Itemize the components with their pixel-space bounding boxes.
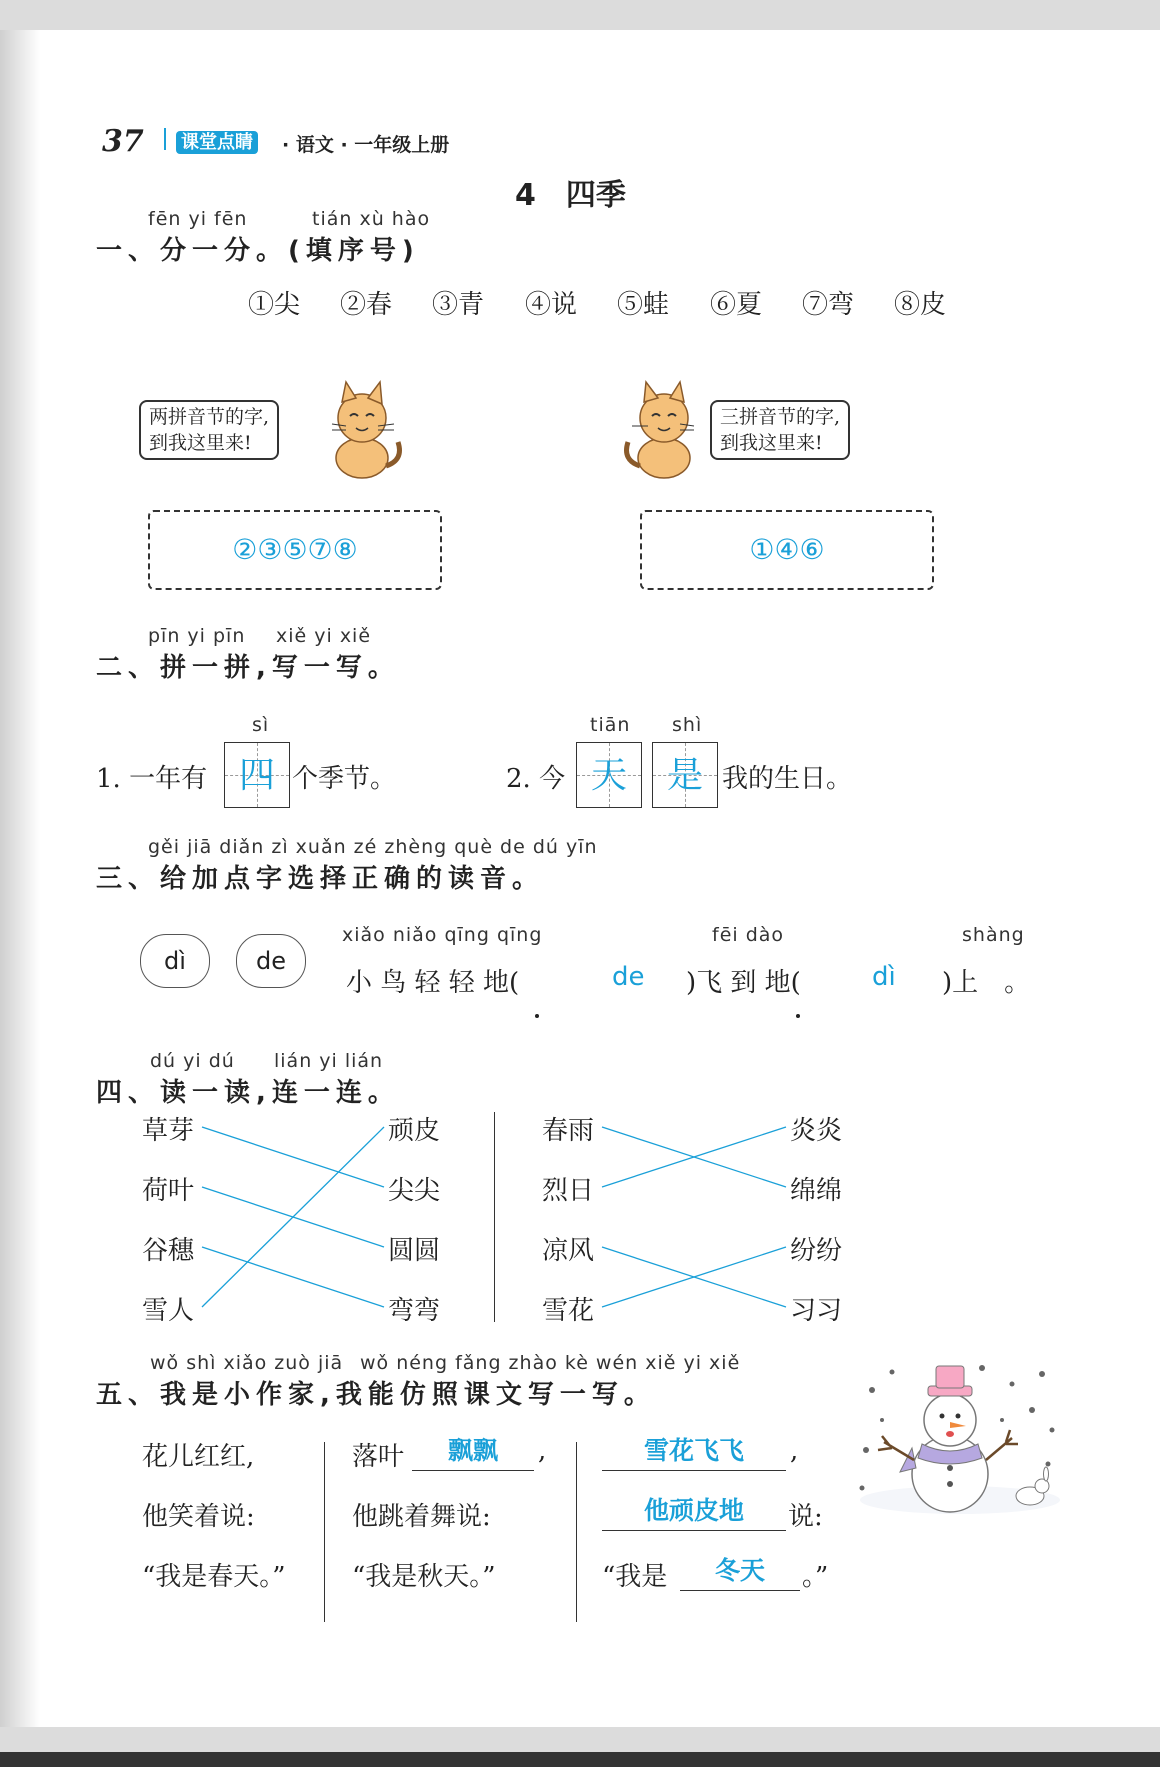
page-edge-shadow bbox=[0, 30, 40, 1727]
word-left-b: 顽皮 bbox=[388, 1116, 441, 1146]
answer-di: dì bbox=[872, 962, 896, 992]
word-left-a: 谷穗 bbox=[142, 1236, 195, 1266]
workbook-page bbox=[0, 30, 1160, 1727]
series-label: 课堂点睛 bbox=[176, 131, 258, 154]
answer-dongtian: 冬天 bbox=[680, 1552, 800, 1591]
section3-heading: 三、给加点字选择正确的读音。 bbox=[96, 864, 545, 894]
section5-heading: 五、我是小作家,我能仿照课文写一写。 bbox=[96, 1380, 656, 1410]
pinyin-wo-shi-xiao-zuo-jia: wǒ shì xiǎo zuò jiā bbox=[150, 1352, 344, 1374]
section2-heading: 二、拼一拼,写一写。 bbox=[96, 653, 400, 683]
word-right-b: 习习 bbox=[790, 1296, 843, 1326]
pinyin-si: sì bbox=[252, 714, 270, 736]
bubble-left-line2: 到我这里来! bbox=[149, 432, 252, 454]
word-left-a: 雪人 bbox=[142, 1296, 195, 1326]
section1-heading: 一、分一分。(填序号) bbox=[96, 236, 420, 266]
option-di: dì bbox=[164, 947, 186, 975]
poem-col1-line: 他笑着说: bbox=[142, 1502, 255, 1532]
char-item: ②春 bbox=[340, 290, 393, 320]
poem-col2-line2: 他跳着舞说: bbox=[352, 1502, 491, 1532]
pinyin-shi: shì bbox=[672, 714, 703, 736]
bottom-bar bbox=[0, 1752, 1160, 1767]
match-line bbox=[202, 1247, 384, 1307]
pinyin-fei-dao: fēi dào bbox=[712, 924, 785, 946]
poem-divider bbox=[576, 1442, 577, 1622]
word-left-a: 草芽 bbox=[142, 1116, 195, 1146]
word-left-b: 圆圆 bbox=[388, 1236, 441, 1266]
poem-col3-suffix1: , bbox=[790, 1436, 799, 1466]
matching-lines bbox=[0, 30, 1160, 1430]
snowman-illustration bbox=[852, 1360, 1066, 1530]
word-right-a: 雪花 bbox=[542, 1296, 595, 1326]
poem-col2-prefix: 落叶 bbox=[352, 1442, 405, 1472]
poem-col3-suffix2: 说: bbox=[788, 1502, 823, 1532]
char-item: ①尖 bbox=[248, 290, 301, 320]
word-left-a: 荷叶 bbox=[142, 1176, 195, 1206]
poem-col1-line: “我是春天。” bbox=[142, 1562, 286, 1592]
poem-col1-line: 花儿红红, bbox=[142, 1442, 255, 1472]
lesson-title: 4 四季 bbox=[515, 178, 626, 213]
answer-piaopiao: 飘飘 bbox=[412, 1432, 534, 1471]
sentence-part1: 小 鸟 轻 轻 地( bbox=[346, 968, 520, 998]
answer-tian: 天 bbox=[590, 755, 627, 796]
q1-prefix: 1. 一年有 bbox=[96, 764, 208, 794]
pinyin-tian: tiān bbox=[590, 714, 631, 736]
book-subtitle: · 语文 · 一年级上册 bbox=[282, 134, 450, 156]
answer-de: de bbox=[612, 962, 645, 992]
bubble-right-line2: 到我这里来! bbox=[720, 432, 823, 454]
word-right-a: 烈日 bbox=[542, 1176, 595, 1206]
page-number: 37 bbox=[102, 124, 144, 159]
q1-suffix: 个季节。 bbox=[292, 764, 397, 794]
poem-col2-suffix: , bbox=[538, 1436, 547, 1466]
word-left-b: 尖尖 bbox=[388, 1176, 441, 1206]
word-right-a: 春雨 bbox=[542, 1116, 595, 1146]
char-item: ④说 bbox=[525, 290, 578, 320]
answer-ta-wanpi-de: 他顽皮地 bbox=[602, 1492, 786, 1531]
char-item: ③青 bbox=[432, 290, 485, 320]
section3-pinyin: gěi jiā diǎn zì xuǎn zé zhèng què de dú yīn bbox=[148, 836, 598, 858]
pinyin-xiao-niao-qing-qing: xiǎo niǎo qīng qīng bbox=[342, 924, 543, 946]
match-line bbox=[202, 1127, 384, 1307]
pinyin-tian-xu-hao: tián xù hào bbox=[312, 208, 431, 230]
answer-si: 四 bbox=[238, 755, 275, 796]
word-right-b: 炎炎 bbox=[790, 1116, 843, 1146]
pinyin-xie-yi-xie: xiě yi xiě bbox=[276, 625, 372, 647]
bubble-left-line1: 两拼音节的字, bbox=[149, 406, 270, 428]
option-de: de bbox=[256, 947, 286, 975]
pinyin-shang: shàng bbox=[962, 924, 1025, 946]
char-item: ⑧皮 bbox=[894, 290, 947, 320]
answer-xuehua-feifei: 雪花飞飞 bbox=[602, 1432, 786, 1471]
answer-three-syllable: ①④⑥ bbox=[749, 533, 825, 566]
word-right-b: 纷纷 bbox=[790, 1236, 843, 1266]
answer-shi: 是 bbox=[666, 755, 703, 796]
q2-suffix: 我的生日。 bbox=[722, 764, 853, 794]
sentence-part2: )飞 到 地( bbox=[686, 968, 801, 998]
poem-col2-line3: “我是秋天。” bbox=[352, 1562, 496, 1592]
word-left-b: 弯弯 bbox=[388, 1296, 441, 1326]
char-item: ⑥夏 bbox=[710, 290, 763, 320]
pinyin-lian-yi-lian: lián yi lián bbox=[274, 1050, 384, 1072]
char-item: ⑤蛙 bbox=[617, 290, 670, 320]
answer-two-syllable: ②③⑤⑦⑧ bbox=[232, 533, 358, 566]
column-divider bbox=[494, 1112, 495, 1322]
q2-prefix: 2. 今 bbox=[506, 764, 566, 794]
char-item: ⑦弯 bbox=[802, 290, 855, 320]
bubble-right-line1: 三拼音节的字, bbox=[720, 406, 841, 428]
poem-col3-suffix3: 。” bbox=[802, 1562, 829, 1592]
word-right-b: 绵绵 bbox=[790, 1176, 843, 1206]
section4-heading: 四、读一读,连一连。 bbox=[96, 1078, 400, 1108]
sentence-part3: )上 。 bbox=[942, 968, 1031, 998]
pinyin-du-yi-du: dú yi dú bbox=[150, 1050, 235, 1072]
poem-divider bbox=[324, 1442, 325, 1622]
pinyin-pin-yi-pin: pīn yi pīn bbox=[148, 625, 246, 647]
poem-col3-prefix3: “我是 bbox=[602, 1562, 668, 1592]
pinyin-fen-yi-fen: fēn yi fēn bbox=[148, 208, 248, 230]
word-right-a: 凉风 bbox=[542, 1236, 595, 1266]
match-line bbox=[202, 1127, 384, 1187]
pinyin-wo-neng-fang-zhao: wǒ néng fǎng zhào kè wén xiě yi xiě bbox=[360, 1352, 741, 1374]
